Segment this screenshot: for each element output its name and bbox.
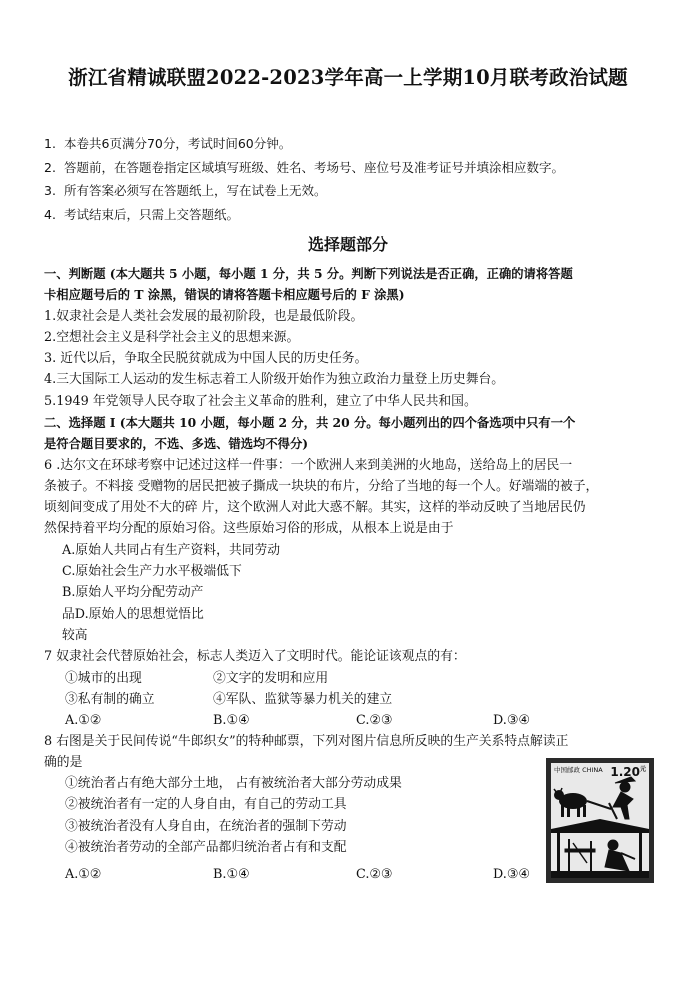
q7-option-a: A.①②	[65, 712, 102, 728]
q8-stem-line: 8 右图是关于民间传说“牛郎织女”的特种邮票，下列对图片信息所反映的生产关系特点解读正	[44, 733, 569, 749]
q6-stem-line: 6 .达尔文在环球考察中记述过这样一件事：一个欧洲人来到美洲的火地岛，送给岛上的居民一	[44, 457, 573, 473]
tf-question: 1.奴隶社会是人类社会发展的最初阶段，也是最低阶段。	[44, 308, 364, 324]
q6-stem-line: 条被子。不料接 受赠物的居民把被子撕成一块块的布片，分给了当地的每一个人。好端端的被子，	[44, 478, 599, 494]
tf-question: 2.空想社会主义是科学社会主义的思想来源。	[44, 329, 300, 345]
farmer-plough-icon	[587, 777, 635, 819]
weaver-loom-icon	[565, 839, 635, 871]
part2-header-line: 是符合题目要求的，不选、多选、错选均不得分)	[44, 436, 309, 452]
q8-option-a: A.①②	[65, 867, 102, 883]
q6-option: C.原始社会生产力水平极端低下	[62, 564, 242, 580]
tf-question: 3. 近代以后，争取全民脱贫就成为中国人民的历史任务。	[44, 351, 368, 367]
part2-header-line: 二、选择题 I (本大题共 10 小题，每小题 2 分，共 20 分。每小题列出的四个备选项中只有一个	[44, 415, 576, 430]
pavilion-icon	[551, 819, 649, 873]
instruction-item	[44, 158, 564, 182]
instruction-number: 2.	[44, 159, 56, 175]
instruction-item	[44, 205, 564, 229]
q8-statement: ①统治者占有绝大部分土地， 占有被统治者大部分劳动成果	[65, 776, 402, 792]
q8-stem-line: 确的是	[44, 754, 83, 770]
q6-stem-line: 然保持着平均分配的原始习俗。这些原始习俗的形成，从根本上说是由于	[44, 521, 454, 537]
stamp-value-number: 1.20	[610, 765, 640, 779]
stamp-illustration	[551, 763, 649, 878]
instruction-number: 1.	[44, 136, 56, 151]
instruction-item	[44, 134, 564, 158]
q7-statement: ④军队、监狱等暴力机关的建立	[213, 691, 393, 707]
page-title: 浙江省精诚联盟2022-2023学年高一上学期10月联考政治试题	[68, 66, 628, 89]
part1-header-line: 一、判断题 (本大题共 5 小题，每小题 1 分，共 5 分。判断下列说法是否正确，正确的请将答题	[44, 266, 573, 281]
stamp-face	[551, 763, 649, 878]
q6-option: 品D.原始人的思想觉悟比	[62, 606, 204, 622]
part1-header-line: 卡相应题号后的 T 涂黑，错误的请将答题卡相应题号后的 F 涂黑)	[44, 287, 405, 303]
q8-option-d: D.③④	[493, 867, 530, 883]
q6-stem-line: 顷刻间变成了用处不大的碎 片，这个欧洲人对此大惑不解。其实，这样的举动反映了当地居民仍	[44, 500, 586, 516]
instruction-text: 所有答案必须写在答题纸上，写在试卷上无效。	[64, 183, 327, 198]
cowherd-weaver-stamp-image	[546, 758, 654, 883]
q6-option: B.原始人平均分配劳动产	[62, 585, 204, 601]
tf-question: 5.1949 年党领导人民夺取了社会主义革命的胜利，建立了中华人民共和国。	[44, 393, 477, 409]
stamp-unit: 元	[639, 766, 646, 773]
q6-option: A.原始人共同占有生产资料，共同劳动	[62, 542, 281, 558]
instruction-text: 考试结束后，只需上交答题纸。	[64, 206, 240, 222]
instruction-number: 3.	[44, 183, 56, 198]
q7-option-d: D.③④	[493, 712, 530, 728]
q7-statement: ③私有制的确立	[65, 691, 155, 707]
instruction-text: 答题前，在答题卷指定区域填写班级、姓名、考场号、座位号及准考证号并填涂相应数字。	[64, 159, 565, 175]
tf-question: 4.三大国际工人运动的发生标志着工人阶级开始作为独立政治力量登上历史舞台。	[44, 372, 505, 388]
q8-option-c: C.②③	[356, 867, 393, 883]
q6-option: 较高	[62, 627, 88, 643]
q7-statement-row	[44, 668, 656, 689]
q7-statement: ①城市的出现	[65, 670, 142, 686]
q7-statement: ②文字的发明和应用	[213, 670, 329, 686]
q8-statement: ②被统治者有一定的人身自由，有自己的劳动工具	[65, 797, 347, 813]
instruction-text: 本卷共6页满分70分，考试时间60分钟。	[64, 136, 292, 151]
instructions-list	[44, 134, 564, 228]
q8-statement: ④被统治者劳动的全部产品都归统治者占有和支配	[65, 840, 347, 856]
instruction-number: 4.	[44, 206, 56, 222]
instruction-item	[44, 181, 564, 205]
question-6	[44, 455, 656, 647]
section-title: 选择题部分	[307, 235, 388, 254]
q7-options	[44, 710, 656, 731]
q7-stem: 7 奴隶社会代替原始社会，标志人类迈入了文明时代。能论证该观点的有：	[44, 649, 466, 665]
stamp-country-label: 中国邮政 CHINA	[554, 766, 603, 774]
question-7	[44, 646, 656, 730]
q7-statement-row	[44, 689, 656, 710]
q8-statement: ③被统治者没有人身自由，在统治者的强制下劳动	[65, 818, 347, 834]
q7-option-b: B.①④	[213, 712, 250, 728]
ox-icon	[554, 788, 587, 817]
q7-option-c: C.②③	[356, 712, 393, 728]
q8-option-b: B.①④	[213, 867, 250, 883]
part1-true-false	[44, 263, 656, 412]
